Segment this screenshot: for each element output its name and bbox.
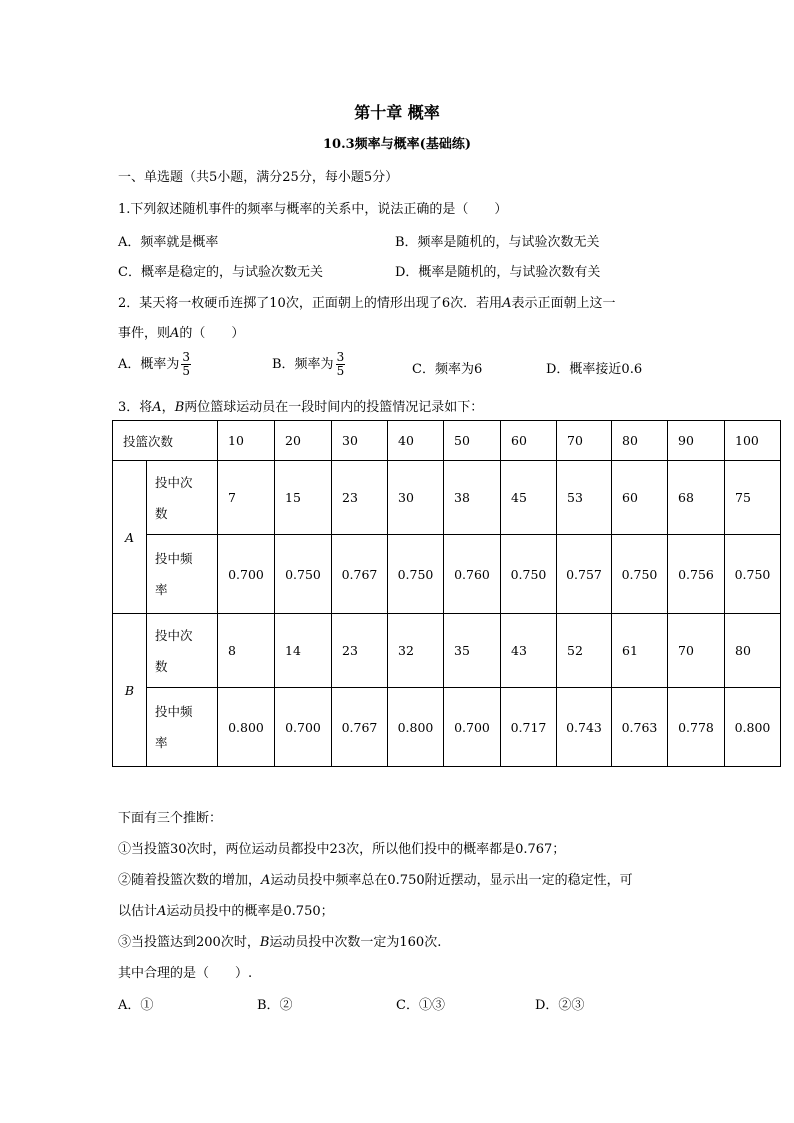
attempts-cell: 20 — [275, 421, 332, 461]
q2-option-b-text: B．频率为 — [272, 357, 334, 372]
chapter-title: 第十章 概率 — [354, 103, 440, 122]
attempts-cell: 60 — [501, 421, 557, 461]
inference-3-text-cont: 运动员投中次数一定为160次. — [269, 935, 442, 950]
inference-3 — [118, 931, 441, 950]
fraction-denominator: 5 — [336, 364, 345, 378]
b-hits-cell: 80 — [725, 614, 781, 688]
inference-2-var: A — [261, 873, 271, 888]
inference-3-var: B — [259, 935, 270, 950]
freq-label-line1: 投中频 — [155, 551, 193, 566]
q3-option-d: D．②③ — [535, 998, 585, 1013]
inference-3-text: ③当投篮达到200次时， — [118, 935, 260, 950]
a-freq-cell: 0.700 — [218, 535, 275, 614]
a-hits-cell: 45 — [501, 461, 557, 535]
a-freq-cell: 0.750 — [612, 535, 668, 614]
attempts-cell: 70 — [557, 421, 612, 461]
a-freq-cell: 0.756 — [668, 535, 725, 614]
freq-label-cell — [147, 535, 218, 614]
attempts-cell: 50 — [444, 421, 501, 461]
freq-label-line2: 率 — [155, 582, 168, 597]
q1-option-d: D．概率是随机的，与试验次数有关 — [395, 265, 601, 280]
q3-stem-text-cont: 两位篮球运动员在一段时间内的投篮情况记录如下： — [184, 400, 484, 415]
q1-stem: 1.下列叙述随机事件的频率与概率的关系中，说法正确的是（ ） — [118, 202, 508, 217]
a-hits-cell: 53 — [557, 461, 612, 535]
q2-event-var2: A — [170, 326, 180, 341]
q1-option-b: B．频率是随机的，与试验次数无关 — [395, 235, 600, 250]
q3-question: 其中合理的是（ ）. — [118, 966, 253, 981]
b-hits-cell: 23 — [332, 614, 388, 688]
q2-stem-text-cont: 表示正面朝上这一 — [511, 296, 616, 311]
fraction-three-fifths — [336, 351, 346, 378]
inference-2 — [118, 869, 633, 888]
q2-option-a-text: A．概率为 — [118, 357, 180, 372]
shooting-record-table — [112, 420, 781, 767]
q2-option-b — [272, 351, 345, 378]
b-hits-cell: 32 — [388, 614, 444, 688]
a-hits-cell: 38 — [444, 461, 501, 535]
hits-label-line1: 投中次 — [155, 474, 193, 490]
a-freq-cell: 0.750 — [275, 535, 332, 614]
a-freq-cell: 0.750 — [725, 535, 781, 614]
b-freq-cell: 0.800 — [388, 688, 444, 767]
attempts-cell: 80 — [612, 421, 668, 461]
freq-label-cell — [147, 688, 218, 767]
q1-option-c: C．概率是稳定的，与试验次数无关 — [118, 265, 323, 280]
q2-event-var: A — [502, 296, 512, 311]
b-hits-cell: 35 — [444, 614, 501, 688]
fraction-three-fifths — [181, 351, 191, 378]
fraction-numerator: 3 — [336, 350, 345, 364]
attempts-cell: 30 — [332, 421, 388, 461]
player-a-cell: A — [113, 461, 147, 614]
b-freq-cell: 0.767 — [332, 688, 388, 767]
b-hits-cell: 43 — [501, 614, 557, 688]
a-freq-cell: 0.750 — [501, 535, 557, 614]
attempts-cell: 100 — [725, 421, 781, 461]
inference-2b-text-cont: 运动员投中的概率是0.750； — [166, 904, 334, 919]
b-hits-cell: 70 — [668, 614, 725, 688]
b-freq-cell: 0.700 — [275, 688, 332, 767]
q2-stem-line2 — [118, 322, 244, 341]
table-row-a-freq — [113, 535, 781, 614]
table-row-b-freq — [113, 688, 781, 767]
b-hits-cell: 8 — [218, 614, 275, 688]
q3-player-a-var: A — [152, 400, 162, 415]
q2-option-d: D．概率接近0.6 — [546, 362, 643, 377]
a-freq-cell: 0.757 — [557, 535, 612, 614]
attempts-label-cell: 投篮次数 — [113, 421, 218, 461]
q2-stem-text2-cont: 的（ ） — [179, 326, 245, 341]
q2-option-a — [118, 351, 191, 378]
b-freq-cell: 0.763 — [612, 688, 668, 767]
table-header-row — [113, 421, 781, 461]
q3-separator: ， — [161, 400, 175, 415]
q3-option-a: A．① — [118, 998, 154, 1013]
q3-option-b: B．② — [257, 998, 293, 1013]
a-freq-cell: 0.767 — [332, 535, 388, 614]
q3-stem — [118, 396, 483, 415]
hits-label-cell — [147, 614, 218, 688]
q3-option-c: C．①③ — [396, 998, 445, 1013]
q1-option-a: A．频率就是概率 — [118, 235, 219, 250]
inference-2-cont — [118, 900, 334, 919]
hits-label-line2: 数 — [155, 658, 168, 674]
b-hits-cell: 52 — [557, 614, 612, 688]
b-freq-cell: 0.743 — [557, 688, 612, 767]
q2-stem-text2: 事件，则 — [118, 326, 171, 341]
a-freq-cell: 0.750 — [388, 535, 444, 614]
attempts-cell: 90 — [668, 421, 725, 461]
a-hits-cell: 68 — [668, 461, 725, 535]
inference-2b-var: A — [157, 904, 167, 919]
freq-label-line1: 投中频 — [155, 704, 193, 719]
hits-label-line1: 投中次 — [155, 627, 193, 643]
hits-label-cell — [147, 461, 218, 535]
q3-player-b-var: B — [174, 400, 185, 415]
hits-label-line2: 数 — [155, 505, 168, 521]
a-hits-cell: 30 — [388, 461, 444, 535]
b-freq-cell: 0.717 — [501, 688, 557, 767]
q2-option-c: C．频率为6 — [412, 362, 483, 377]
freq-label-line2: 率 — [155, 735, 168, 750]
inference-2-text: ②随着投篮次数的增加， — [118, 873, 262, 888]
q3-stem-text: 3．将 — [118, 400, 153, 415]
fraction-numerator: 3 — [182, 350, 191, 364]
b-freq-cell: 0.778 — [668, 688, 725, 767]
a-hits-cell: 60 — [612, 461, 668, 535]
section-heading: 一、单选题（共5小题，满分25分，每小题5分） — [118, 170, 399, 185]
a-hits-cell: 7 — [218, 461, 275, 535]
a-freq-cell: 0.760 — [444, 535, 501, 614]
inference-1: ①当投篮30次时，两位运动员都投中23次，所以他们投中的概率都是0.767； — [118, 842, 566, 857]
attempts-cell: 40 — [388, 421, 444, 461]
b-hits-cell: 14 — [275, 614, 332, 688]
a-hits-cell: 75 — [725, 461, 781, 535]
q2-stem-text: 2．某天将一枚硬币连掷了10次，正面朝上的情形出现了6次．若用 — [118, 296, 503, 311]
table-row-b-hits — [113, 614, 781, 688]
b-freq-cell: 0.700 — [444, 688, 501, 767]
attempts-cell: 10 — [218, 421, 275, 461]
inference-2-text-cont: 运动员投中频率总在0.750附近摆动，显示出一定的稳定性，可 — [270, 873, 633, 888]
inference-intro: 下面有三个推断： — [118, 811, 223, 826]
b-freq-cell: 0.800 — [725, 688, 781, 767]
b-freq-cell: 0.800 — [218, 688, 275, 767]
a-hits-cell: 15 — [275, 461, 332, 535]
player-b-cell: B — [113, 614, 147, 767]
inference-2b-text: 以估计 — [118, 904, 158, 919]
table-row-a-hits — [113, 461, 781, 535]
section-title: 10.3频率与概率(基础练) — [323, 137, 471, 152]
q2-stem-line1 — [118, 292, 616, 311]
b-hits-cell: 61 — [612, 614, 668, 688]
a-hits-cell: 23 — [332, 461, 388, 535]
fraction-denominator: 5 — [182, 364, 191, 378]
